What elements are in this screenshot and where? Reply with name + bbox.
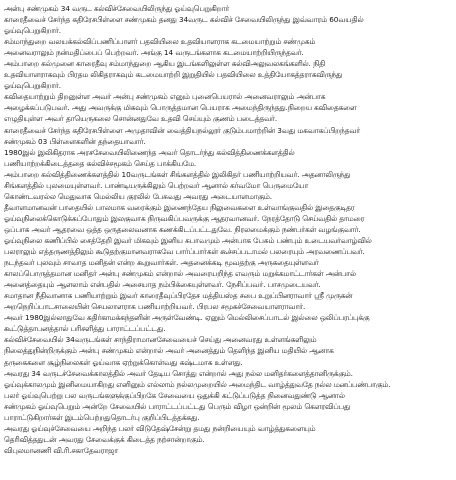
article-line: அவர் 1980இல்லாதுவே கதிர்காமக்கந்தனின் அருள்வேண்டி. ஏனும் மெல்லிசைப்பாடல் இல்லை ஒலிப்பரப்புக்கு bbox=[4, 313, 370, 323]
article-line: பலர் ஓய்வுபெற்று பல வருடங்களுக்குப்பிறகே சேவையை ஒதுக்கி கட்டுப்படுத்த நினைவதுண்டு ஆனால் bbox=[4, 390, 345, 400]
article-line: தெரிவித்ததுடன் அவரது சேவைக்குக் கிடைத்த நற்சான்றாகும். bbox=[4, 434, 205, 444]
article-line: அனைத்தையும் ஆளலாம் என்பதில் அசையாத நம்பிக்கையுள்ளவர். நேசிப்பவர். பாசமுடையவர். bbox=[4, 280, 321, 290]
article-line: பலராலும் எத்தருணத்திலும் கூடுதற்குமானவராகவே பார்ப்பார்கள் கூச்சப்படாமல் பலரையும் அரவணைப்பவர். bbox=[4, 247, 365, 257]
article-line: அறநெறிப்பாடசாலையின் செயலாளராக பணியாற்றியவர். பிரபல சமூகச்சேவையாளராவார். bbox=[4, 302, 306, 312]
article-line: சண்முகம் ஓய்வுபெறும் அன்றே சேவையில் பாராட்டப்பட்டது பெரும் விழா ஒன்றின் மூலம் கௌரவிப்பது bbox=[4, 401, 351, 411]
article-line: காரைதீவைச் சேர்ந்த கதிரேசபிள்ளை அமுதாவின் வைத்தியநல்லூர் குடும்பமாற்றின் 3வது மகவாகப்பிறந்தவர் bbox=[4, 125, 361, 135]
article-line: சம்மாந்துறை வலயக்கல்விப்பணிப்பாளர் பதவியிலை உதவியாளராக கடமையாற்றும் சண்முகம் bbox=[4, 37, 316, 47]
article-line: ஓய்வுநிலைக்கொடுக்கப்போதும் இலகுவாக நிருவகிப்பவருக்கு ஆதரவானவர். நேரத்தோடு செய்வதில் தாமரை bbox=[4, 213, 365, 223]
article-line: அழைக்கப்படுபவர். அது அவருக்கு மிகவும் பொருத்தமான பெயராக அமைந்திருந்தது.நிறைய கவிதைகளை bbox=[4, 103, 357, 113]
article-line: கூட்டுத்தாபனத்தால் பரிசளித்து பாராட்டப்பட்டது. bbox=[4, 324, 166, 334]
article-line: காலப்பொருத்தமான மனிதர் அன்பு சண்முகம் என்றால் அவரையறிந்த எவரும் மறுக்கமாட்டார்கள் அன்பால் bbox=[4, 269, 356, 279]
article-line: ஓய்வுபெறுகிறார். bbox=[4, 26, 62, 36]
article-line: அம்பாறை கல்முனை காரைதீவு சம்மாந்துறை ஆகிய இடங்களிலுள்ள கல்விஅலுவலகங்களில். நிதி bbox=[4, 59, 326, 69]
article-line: நிலைத்துநின்றிருக்கும் அன்பு சண்முகம் என்றால் அவர் அனைத்தும் தெளிந்த இனிய மதியில் ஆனாக bbox=[4, 346, 334, 356]
article-line: தருகைகளை சூழ்நிலைகள் ஓய்வாக ஏற்றுக்கொள்வது கஷ்டமாக உள்ளது. bbox=[4, 357, 243, 367]
article-text bbox=[4, 3, 452, 467]
article-line: கல்விச்சேவையில் 34வருடங்கள் சாந்திராமானசேவையைச் செய்து அனைவரது உள்ளங்களிலும் bbox=[4, 335, 317, 345]
article-line: காரைதீவைச் சேர்ந்த கதிரேசபிள்ளை சண்முகம் தனது 34வருட கல்விச் சேவையிலிருந்து இவ்வாரம் 60வயதில் bbox=[4, 15, 364, 25]
article-line: சமாதான நீதிவானாக பணியாற்றும் இவர் காரைதீவுப்பிரதேச மத்தியஸ்த சபை உறுப்பினராவார் ஸ்ரீ முருகன் bbox=[4, 291, 353, 301]
article-headline: அன்பு சண்முகம் 34 வருட கல்விச்சேவையிலிருந்து ஓய்வுபெறுகிறார் bbox=[4, 4, 230, 13]
article-line: நடந்தவர் புலவும் சாவாத மனிதன் என்ற கூறுவார்கள். அதனைக்கடி மூவதற்கு அருகதையுள்ளவர் bbox=[4, 258, 319, 268]
article-line: ஓய்வுக்காலமும் இனிமையாகிறது எனினும் எல்லாம் நல்லமுறையில் அமைந்திட வாழ்த்துவதே நல்ல மனப்பண்பாகும். bbox=[4, 379, 391, 389]
article-line: ஓய்வுநிலை கணிப்பில் சைத்தேறி இவர் மிகவும் இனிய சுபாவமும் அன்பாக பேசும் பண்பும் உடையவர்வாழ்வில் bbox=[4, 235, 372, 245]
article-line: 1980இல் இலிகிதராக அரசசேவையிலிணைந்த அவர் தொடர்ந்து கல்வித்திணைக்களத்தில் bbox=[4, 147, 295, 157]
article-line: கவிதையாற்றும் திறனுள்ள அவர் அன்பு சண்முகம் எனும் புனைபெயரால் அனைவராலும் அன்பாக bbox=[4, 92, 326, 102]
article-line: ஒப்பாக அவர் ஆதரவை ஒத்த ஒருதலைவனாக கணக்கிடப்பட்டதுவே. நிரலமைக்கும் நண்பர்கள் வழங்குவார். bbox=[4, 224, 361, 234]
article-line: பாராட்டுகிறார்கள் இடம்பெற்றதுதொடர்பு குறிப்பிடத்தக்கது. bbox=[4, 412, 200, 422]
article-line: தீவாளமானவன் பாதையில் பாலமாக வரைக்கும் இணைந்தேய நிலுவைகளை உள்வாங்குவதில் இதைகுடிதர bbox=[4, 202, 355, 212]
article-line: அவரது ஓய்வுச்சேவையை அறிந்த பலர் விடுதேஷ்சேன்று தமது நன்றியையும் வாழ்த்துகளையும் bbox=[4, 423, 316, 433]
article-line: உதவியாளராகவும் பிரதம லிகிதராகவும் கடமையாற்றி இறுதியில் பதவியிலை உத்தியோகத்தராகவிருந்து bbox=[4, 70, 343, 80]
article-line: ஓய்வுபெறுகிறார். bbox=[4, 81, 62, 91]
article-line: விபுலமானணி வி.ரி.சகாதேவராஜா bbox=[4, 445, 118, 455]
article-line: பணியாற்றக்கிடைத்ததை கல்விச்சமூகம் செய்த பாக்கியமே. bbox=[4, 158, 197, 168]
article-byline bbox=[4, 456, 452, 467]
article-line: அவரது 34 வருடச்சேவைக்காலத்தில் அவர் தேடிய சொத்து என்றால் அது நல்ல மனிதர்களைத்தானிருக்கும். bbox=[4, 368, 353, 378]
article-line: சிங்களத்தில் புலமையுள்ளவர். பாண்டியருக்கிலும் பெற்றவர் ஆனால் கர்வமோ பெருமையோ bbox=[4, 180, 309, 190]
article-line: சண்முகம் 03 பிள்ளைகளின் தந்தையாவார். bbox=[4, 136, 146, 146]
article-line: கொண்டவரல்ல மெதுவாக மெல்லிய குரலில் பேசுவது அவரது அடையாளமாகும். bbox=[4, 191, 272, 201]
article-line: அனைவராலும் நன்மதிப்பைப் பெற்றவர். அங்கு 14 வருடங்களாக கடமையாற்றியிருந்தவர். bbox=[4, 48, 304, 58]
article-line: அம்பாறை கல்வித்திணைக்களத்தில் 10வருடங்கள் சிங்களத்தில் இலிகிதர் பணியாற்றியவர். அதனாலிருந்து bbox=[4, 169, 351, 179]
article-line: எழுதியுள்ள அவர் தாயெருகலை சொன்னதுவே உதவி செய்யும் குணம் படைத்தவர். bbox=[4, 114, 278, 124]
